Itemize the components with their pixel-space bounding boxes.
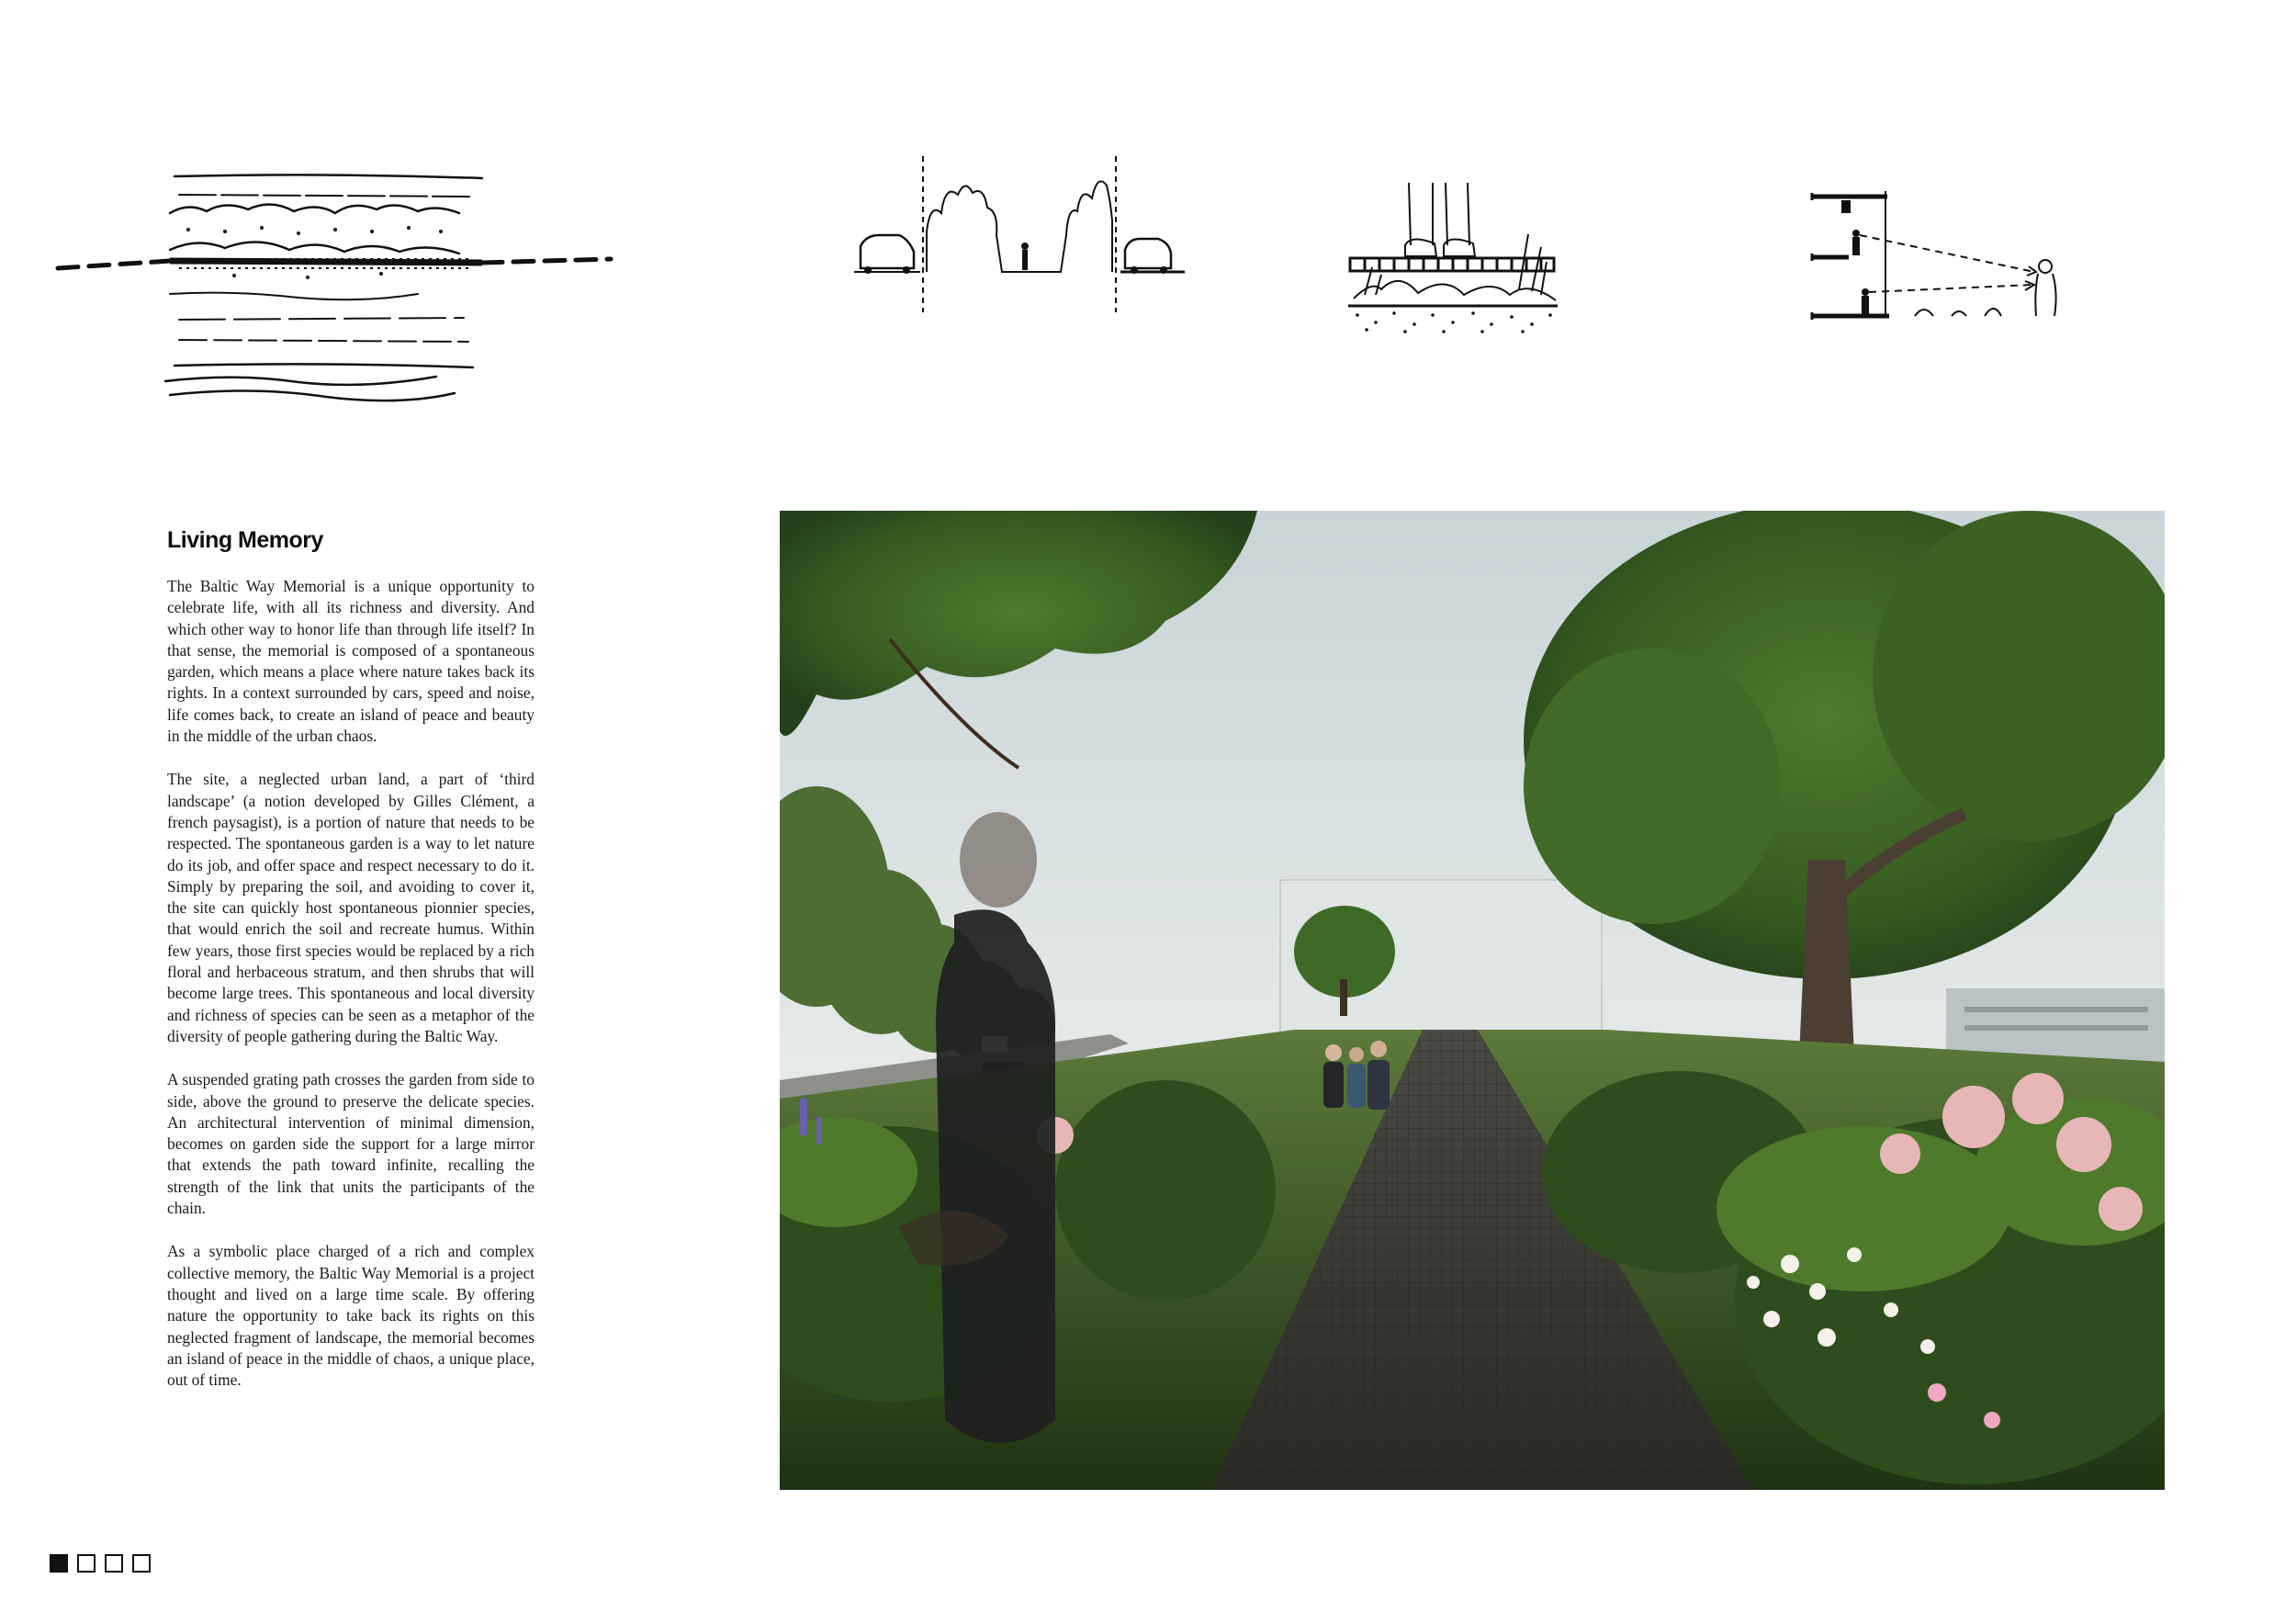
- paragraph-conclusion: As a symbolic place charged of a rich and complex collective memory, the Baltic Way Memorial is a project thought and lived on a large time scale. By offering nature the opportunity to take back its rights on this neglected fragment of landscape, the memorial becomes an island of peace in the middle of chaos, a unique place, out of time.: [167, 1242, 535, 1390]
- paragraph-grating-path: A suspended grating path crosses the garden from side to side, above the ground to preserve the delicate species. An architectural intervention of minimal dimension, becomes on garden side the support for a large mirror that extends the path toward infinite, recalling the strength of the link that units the participants of the chain.: [167, 1070, 535, 1218]
- paragraph-intro: The Baltic Way Memorial is a unique opportunity to celebrate life, with all its richness and diversity. And which other way to honor life than through life itself? In that sense, the memorial is composed of a spontaneous garden, which means a place where nature takes back its rights. In a context surrounded by cars, speed and noise, life comes back, to create an island of peace and beauty in the middle of the urban chaos.: [167, 577, 535, 746]
- page-indicator-square-3[interactable]: [105, 1554, 123, 1573]
- sketch-section-garden: [850, 147, 1189, 321]
- page-indicator: [50, 1554, 151, 1573]
- sketch-section-mirror: [1805, 182, 2071, 329]
- section-title: Living Memory: [167, 527, 323, 553]
- garden-visualization: [780, 511, 2165, 1490]
- page-indicator-square-1[interactable]: [50, 1554, 68, 1573]
- page-indicator-square-4[interactable]: [132, 1554, 151, 1573]
- sketch-plan-strip: [51, 165, 620, 413]
- body-text: [167, 576, 535, 1413]
- sketch-section-grating: [1345, 179, 1565, 335]
- page-indicator-square-2[interactable]: [77, 1554, 96, 1573]
- paragraph-site: The site, a neglected urban land, a part of ‘third landscape’ (a notion developed by Gilles Clément, a french paysagist), is a portion of nature that needs to be respected. The spontaneous garden is a way to let nature do its job, and offer space and respect necessary to do it. Simply by preparing the soil, and avoiding to cover it, the site can quickly host spontaneous pionnier species, that would enrich the soil and recreate humus. Within few years, those first species would be replaced by a rich floral and herbaceous stratum, and then shrubs that will become large trees. This spontaneous and local diversity and richness of species can be seen as a metaphor of the diversity of people gathering during the Baltic Way.: [167, 770, 535, 1045]
